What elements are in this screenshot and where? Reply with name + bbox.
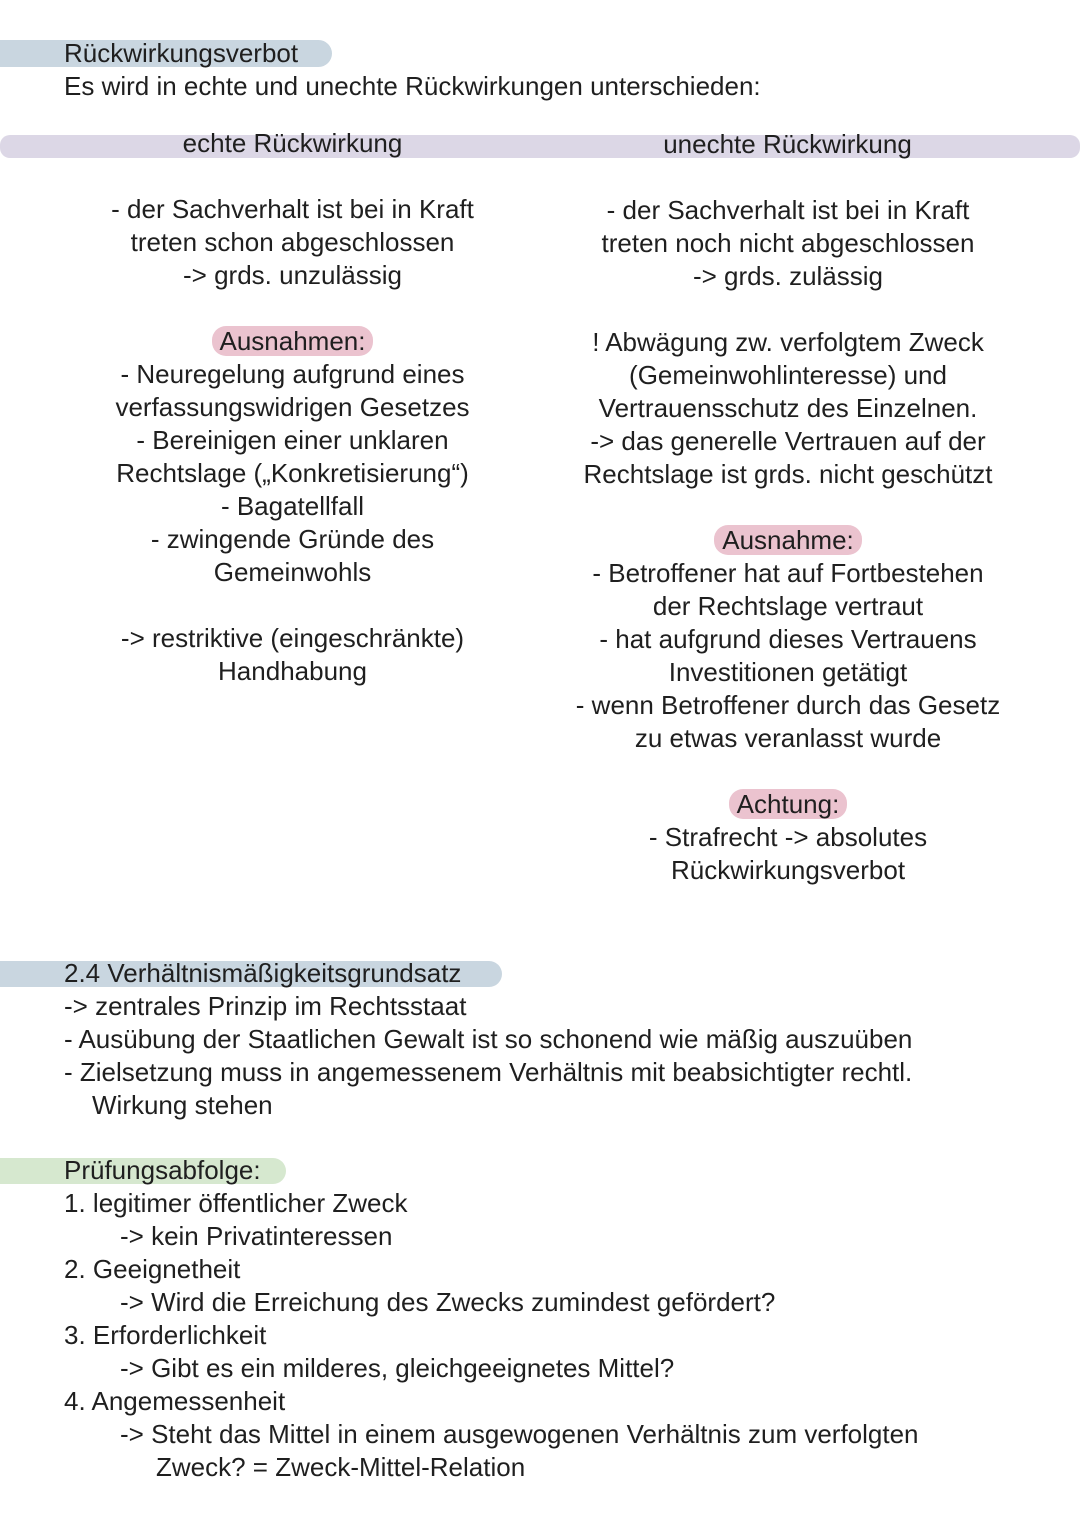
left-exception-line: - Bereinigen einer unklaren	[136, 425, 449, 455]
right-exception-line: - Betroffener hat auf Fortbestehen	[592, 558, 984, 588]
procedure-step-2	[64, 1253, 240, 1286]
exception-label: Ausnahme:	[714, 525, 862, 555]
left-exception-line: verfassungswidrigen Gesetzes	[115, 392, 470, 422]
attention-label: Achtung:	[729, 789, 848, 819]
column-header-echte: echte Rückwirkung	[182, 128, 403, 158]
section-intro: Es wird in echte und unechte Rückwirkungen unterschieden:	[64, 71, 761, 101]
step-label: Geeignetheit	[92, 1254, 241, 1284]
section2-line: Wirkung stehen	[92, 1090, 273, 1120]
section2-line: -> zentrales Prinzip im Rechtsstaat	[64, 991, 467, 1021]
right-exception-line: - hat aufgrund dieses Vertrauens	[599, 624, 977, 654]
right-weighing-line: -> das generelle Vertrauen auf der	[590, 426, 986, 456]
section2-line: - Zielsetzung muss in angemessenem Verhältnis mit beabsichtigter rechtl.	[64, 1057, 913, 1087]
left-block-line: treten schon abgeschlossen	[130, 227, 455, 257]
left-exception-line: - Bagatellfall	[220, 491, 365, 521]
left-conclusion-line: Handhabung	[218, 656, 367, 686]
step-number: 4.	[64, 1386, 86, 1416]
step-label: Erforderlichkeit	[92, 1320, 267, 1350]
section-title-rueckwirkungsverbot: Rückwirkungsverbot	[64, 38, 299, 68]
procedure-step-3	[64, 1319, 266, 1352]
step-label: Angemessenheit	[91, 1386, 286, 1416]
left-block-line: -> grds. unzulässig	[183, 260, 402, 290]
right-block-line: - der Sachverhalt ist bei in Kraft	[606, 195, 970, 225]
step-number: 2.	[64, 1254, 86, 1284]
left-column	[70, 193, 515, 688]
right-weighing-line: ! Abwägung zw. verfolgtem Zweck	[592, 327, 984, 357]
right-exception-line: der Rechtslage vertraut	[652, 591, 924, 621]
step-number: 1.	[64, 1188, 86, 1218]
section2-line: - Ausübung der Staatlichen Gewalt ist so schonend wie mäßig auszuüben	[64, 1024, 913, 1054]
right-attention-line: - Strafrecht -> absolutes	[648, 822, 928, 852]
left-conclusion-line: -> restriktive (eingeschränkte)	[120, 623, 465, 653]
right-weighing-line: (Gemeinwohlinteresse) und	[629, 360, 947, 390]
procedure-step-1	[64, 1187, 407, 1220]
step-number: 3.	[64, 1320, 86, 1350]
procedure-title: Prüfungsabfolge:	[64, 1155, 261, 1185]
right-exception-line: zu etwas veranlasst wurde	[634, 723, 942, 753]
right-block-line: -> grds. zulässig	[692, 261, 884, 291]
right-column	[548, 194, 1028, 887]
procedure-step-4	[64, 1385, 285, 1418]
left-exception-line: Rechtslage („Konkretisierung“)	[116, 458, 469, 488]
left-block-line: - der Sachverhalt ist bei in Kraft	[111, 194, 474, 224]
right-weighing-line: Rechtslage ist grds. nicht geschützt	[583, 459, 993, 489]
step-detail: Zweck? = Zweck-Mittel-Relation	[156, 1452, 526, 1482]
exceptions-label: Ausnahmen:	[212, 326, 374, 356]
step-detail: -> Wird die Erreichung des Zwecks zumindest gefördert?	[120, 1287, 776, 1317]
right-exception-line: Investitionen getätigt	[668, 657, 908, 687]
right-block-line: treten noch nicht abgeschlossen	[601, 228, 975, 258]
section-title-verhaeltnismaessigkeit: 2.4 Verhältnismäßigkeitsgrundsatz	[64, 958, 462, 988]
step-detail: -> Gibt es ein milderes, gleichgeeignetes Mittel?	[120, 1353, 675, 1383]
left-exception-line: Gemeinwohls	[213, 557, 372, 587]
right-exception-line: - wenn Betroffener durch das Gesetz	[575, 690, 1001, 720]
left-exception-line: - Neuregelung aufgrund eines	[120, 359, 465, 389]
right-attention-line: Rückwirkungsverbot	[670, 855, 906, 885]
step-detail: -> kein Privatinteressen	[120, 1221, 393, 1251]
left-exception-line: - zwingende Gründe des	[150, 524, 435, 554]
column-header-unechte: unechte Rückwirkung	[663, 129, 912, 159]
step-label: legitimer öffentlicher Zweck	[92, 1188, 408, 1218]
right-weighing-line: Vertrauensschutz des Einzelnen.	[598, 393, 978, 423]
step-detail: -> Steht das Mittel in einem ausgewogenen Verhältnis zum verfolgten	[120, 1419, 919, 1449]
